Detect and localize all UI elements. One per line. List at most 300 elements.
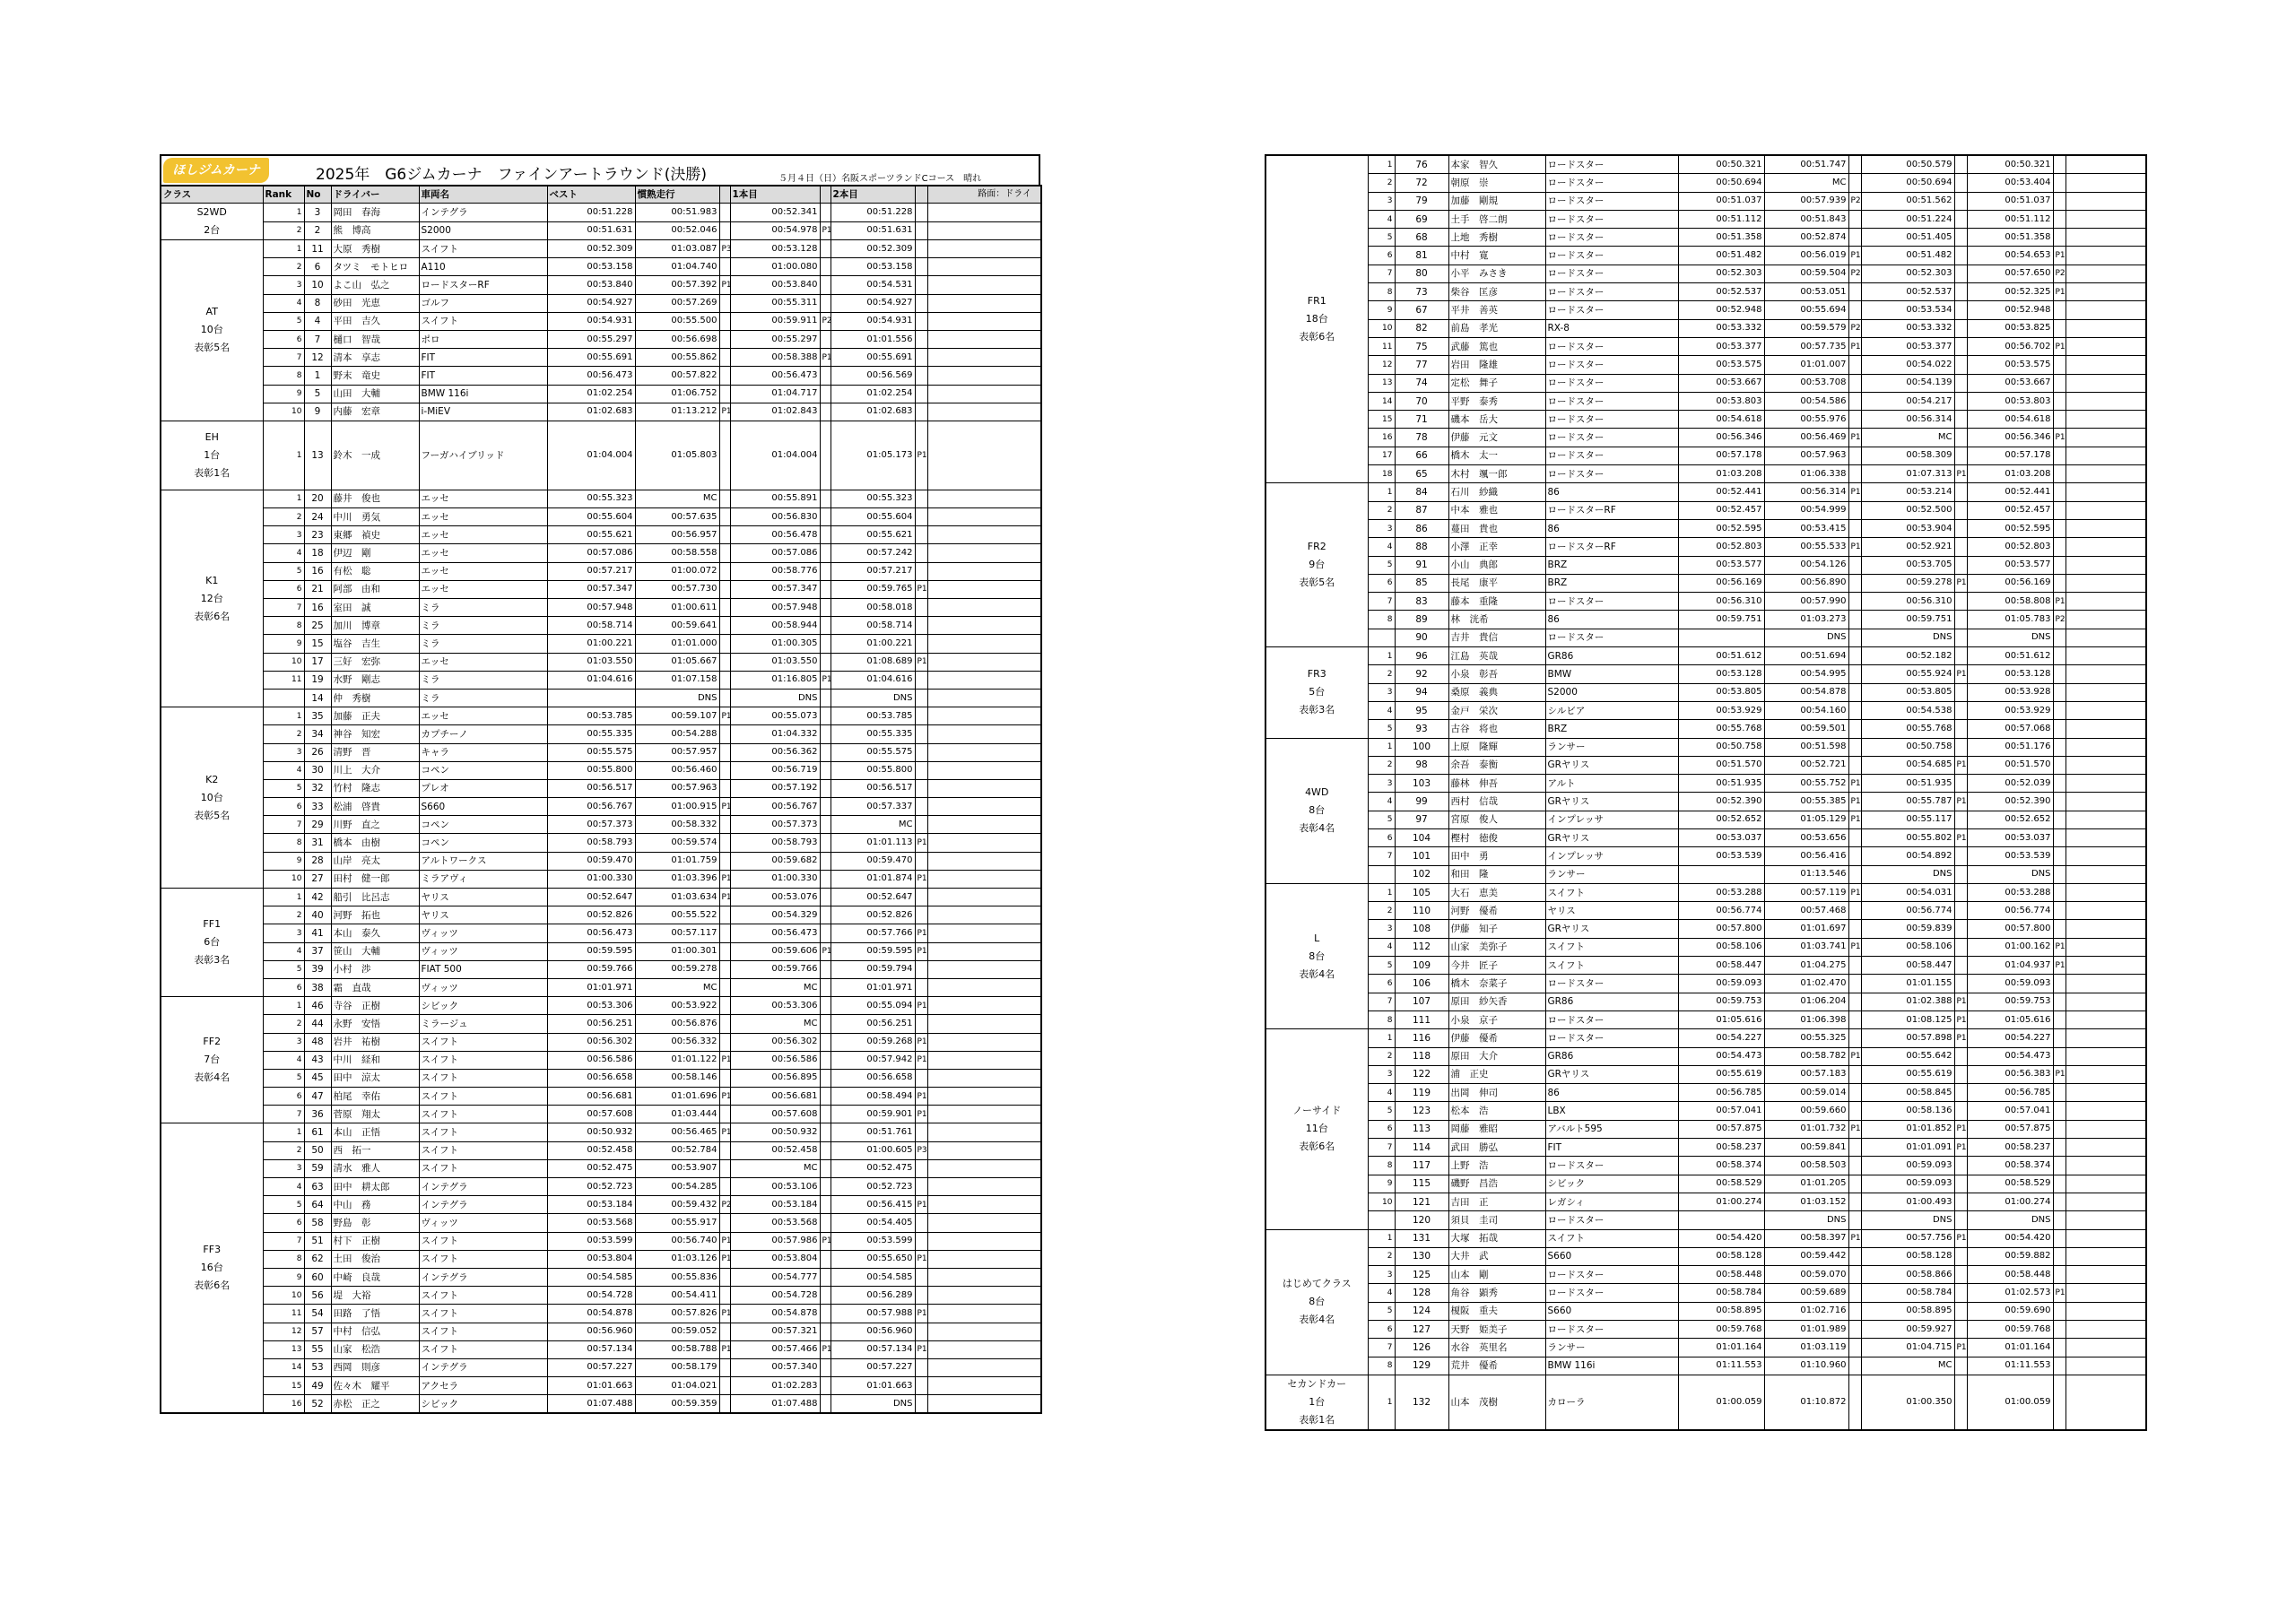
best-time: 00:53.804 — [547, 1250, 635, 1268]
car-number: 9 — [304, 403, 331, 421]
best-time: 00:52.948 — [1678, 301, 1764, 319]
car-model: BMW 116i — [419, 385, 547, 403]
result-row — [161, 1305, 1041, 1323]
practice-time: 00:51.843 — [1764, 210, 1848, 228]
result-row — [1265, 1065, 2146, 1083]
run1-penalty — [1954, 865, 1967, 883]
result-row — [1265, 902, 2146, 920]
result-row — [161, 1015, 1041, 1033]
column-header — [820, 186, 831, 204]
best-time: 00:56.586 — [547, 1051, 635, 1069]
best-time: 00:53.568 — [547, 1214, 635, 1232]
car-model: ロードスター — [1545, 1157, 1678, 1175]
driver-name: 笹山 大輔 — [331, 942, 419, 960]
blank-cell — [2066, 957, 2146, 975]
run1-time: 00:55.311 — [730, 294, 820, 312]
run2-penalty — [2053, 828, 2066, 846]
practice-time: 00:54.999 — [1764, 501, 1848, 519]
run2-penalty: P1 — [915, 1340, 927, 1358]
car-model: ヤリス — [419, 889, 547, 906]
run2-penalty — [2053, 1029, 2066, 1047]
blank-cell — [2066, 356, 2146, 374]
best-time: 00:53.575 — [1678, 356, 1764, 374]
rank: 3 — [263, 924, 304, 942]
result-row — [161, 725, 1041, 743]
run2-penalty — [915, 779, 927, 797]
practice-time: 01:03.119 — [1764, 1339, 1848, 1357]
best-time — [547, 689, 635, 707]
driver-name: 中川 経和 — [331, 1051, 419, 1069]
run1-penalty — [820, 1305, 831, 1323]
rank: 1 — [263, 889, 304, 906]
practice-time: 00:59.070 — [1764, 1266, 1848, 1284]
run2-penalty: P1 — [915, 997, 927, 1015]
run1-time: 00:51.224 — [1861, 210, 1954, 228]
best-time: 00:54.618 — [1678, 411, 1764, 429]
rank: 4 — [263, 544, 304, 562]
car-model: コペン — [419, 761, 547, 779]
car-number: 132 — [1395, 1375, 1448, 1430]
run2-time: 01:00.605 — [831, 1141, 915, 1159]
rank: 5 — [263, 312, 304, 330]
practice-time: 00:56.469 — [1764, 429, 1848, 447]
practice-time: 01:01.759 — [635, 852, 719, 870]
practice-penalty — [1848, 611, 1861, 629]
practice-penalty — [719, 816, 730, 834]
car-model: アバルト595 — [1545, 1120, 1678, 1138]
car-model: ロードスター — [1545, 283, 1678, 301]
practice-penalty — [719, 1268, 730, 1286]
blank-cell — [927, 1287, 1041, 1305]
run1-time: 01:04.004 — [730, 421, 820, 490]
practice-penalty — [719, 1015, 730, 1033]
blank-cell — [2066, 501, 2146, 519]
car-model: FIT — [419, 367, 547, 385]
practice-penalty — [1848, 501, 1861, 519]
practice-time: 01:00.611 — [635, 599, 719, 617]
car-number: 69 — [1395, 210, 1448, 228]
blank-cell — [927, 1340, 1041, 1358]
practice-penalty — [1848, 1175, 1861, 1193]
event-logo: ほしジムカーナ — [163, 158, 269, 183]
practice-time: 00:59.574 — [635, 834, 719, 852]
run1-penalty — [820, 689, 831, 707]
car-model: BRZ — [1545, 556, 1678, 574]
run2-penalty: P1 — [915, 870, 927, 888]
practice-penalty — [719, 1069, 730, 1087]
run1-penalty — [820, 599, 831, 617]
run1-penalty — [820, 403, 831, 421]
run2-penalty: P1 — [915, 653, 927, 671]
practice-penalty — [1848, 756, 1861, 774]
car-number: 28 — [304, 852, 331, 870]
rank: 7 — [1368, 993, 1395, 1010]
practice-time: 01:10.960 — [1764, 1357, 1848, 1375]
practice-penalty — [1848, 902, 1861, 920]
practice-time: 00:56.460 — [635, 761, 719, 779]
practice-penalty: P2 — [719, 1196, 730, 1214]
result-row — [1265, 283, 2146, 301]
driver-name: 木村 颯一郎 — [1448, 465, 1545, 483]
car-model: エッセ — [419, 526, 547, 544]
blank-cell — [927, 761, 1041, 779]
driver-name: 角谷 顕秀 — [1448, 1284, 1545, 1302]
column-header-row — [161, 186, 1041, 204]
rank: 9 — [263, 635, 304, 653]
car-number: 39 — [304, 960, 331, 978]
run1-penalty — [1954, 392, 1967, 410]
car-model: ロードスター — [1545, 1029, 1678, 1047]
run2-penalty — [915, 725, 927, 743]
result-row — [1265, 1102, 2146, 1120]
run1-penalty — [1954, 975, 1967, 993]
best-time: 00:58.106 — [1678, 938, 1764, 956]
run2-time: 00:51.631 — [831, 221, 915, 240]
driver-name: 水野 剛志 — [331, 671, 419, 689]
result-row — [161, 960, 1041, 978]
practice-penalty: P1 — [719, 1250, 730, 1268]
best-time: 00:54.473 — [1678, 1047, 1764, 1065]
best-time: 00:59.595 — [547, 942, 635, 960]
car-model: ロードスター — [1545, 1211, 1678, 1229]
practice-time: 00:51.747 — [1764, 155, 1848, 174]
result-row — [1265, 920, 2146, 938]
practice-penalty — [1848, 701, 1861, 719]
car-model: ヴィッツ — [419, 1214, 547, 1232]
rank: 13 — [263, 1340, 304, 1358]
car-number: 94 — [1395, 683, 1448, 701]
class-label: FR2 9台 表彰5名 — [1265, 483, 1368, 647]
result-row — [161, 653, 1041, 671]
practice-penalty — [1848, 1266, 1861, 1284]
car-model: エッセ — [419, 508, 547, 526]
class-label: FF1 6台 表彰3名 — [161, 889, 263, 997]
car-model: ロードスター — [1545, 465, 1678, 483]
run2-time: 00:55.604 — [831, 508, 915, 526]
run2-time: 00:53.575 — [1967, 356, 2053, 374]
best-time: 00:58.448 — [1678, 1266, 1764, 1284]
practice-penalty — [1848, 683, 1861, 701]
rank: 4 — [263, 761, 304, 779]
run2-penalty — [915, 562, 927, 580]
car-number: 114 — [1395, 1139, 1448, 1157]
run1-time: 00:53.805 — [1861, 683, 1954, 701]
driver-name: 藤本 重隆 — [1448, 593, 1545, 611]
car-number: 61 — [304, 1123, 331, 1141]
practice-penalty — [719, 508, 730, 526]
run1-penalty: P1 — [1954, 465, 1967, 483]
blank-cell — [2066, 593, 2146, 611]
run1-penalty — [1954, 265, 1967, 282]
blank-cell — [2066, 883, 2146, 901]
best-time: 00:55.335 — [547, 725, 635, 743]
run2-time: 00:58.808 — [1967, 593, 2053, 611]
run2-penalty — [2053, 1229, 2066, 1247]
run1-penalty — [1954, 301, 1967, 319]
result-row — [161, 942, 1041, 960]
best-time: 00:54.227 — [1678, 1029, 1764, 1047]
blank-cell — [2066, 1357, 2146, 1375]
car-number: 67 — [1395, 301, 1448, 319]
run1-time: 01:01.155 — [1861, 975, 1954, 993]
best-time: 00:58.529 — [1678, 1175, 1764, 1193]
run1-time: 00:53.128 — [730, 240, 820, 258]
result-row — [1265, 701, 2146, 719]
blank-cell — [2066, 975, 2146, 993]
run2-time: 00:59.470 — [831, 852, 915, 870]
blank-cell — [927, 367, 1041, 385]
run2-penalty — [915, 1358, 927, 1376]
driver-name: 平田 吉久 — [331, 312, 419, 330]
practice-penalty — [719, 221, 730, 240]
run2-time: 00:57.217 — [831, 562, 915, 580]
practice-time: 00:57.183 — [1764, 1065, 1848, 1083]
run1-penalty — [1954, 647, 1967, 665]
practice-penalty: P1 — [1848, 938, 1861, 956]
blank-cell — [2066, 920, 2146, 938]
practice-time: 00:52.874 — [1764, 229, 1848, 247]
best-time: 00:53.128 — [1678, 665, 1764, 683]
run2-time: 00:53.128 — [1967, 665, 2053, 683]
driver-name: 橋木 奈菜子 — [1448, 975, 1545, 993]
rank: 6 — [1368, 828, 1395, 846]
column-header: 2本目 — [831, 186, 915, 204]
run2-penalty — [915, 276, 927, 294]
driver-name: 江島 英哉 — [1448, 647, 1545, 665]
run1-time: 00:55.891 — [730, 490, 820, 507]
rank: 4 — [1368, 793, 1395, 811]
best-time: 00:55.800 — [547, 761, 635, 779]
result-row — [1265, 1339, 2146, 1357]
run2-time: 00:58.018 — [831, 599, 915, 617]
blank-cell — [927, 1196, 1041, 1214]
practice-time: MC — [635, 490, 719, 507]
car-number: 49 — [304, 1377, 331, 1395]
run1-time: 00:59.927 — [1861, 1321, 1954, 1339]
result-row — [161, 1250, 1041, 1268]
run2-penalty — [2053, 720, 2066, 738]
result-row — [161, 1106, 1041, 1123]
practice-time: 00:55.500 — [635, 312, 719, 330]
practice-time: 00:56.740 — [635, 1232, 719, 1250]
run1-penalty — [820, 924, 831, 942]
practice-penalty — [1848, 920, 1861, 938]
car-number: 19 — [304, 671, 331, 689]
run2-penalty: P1 — [2053, 429, 2066, 447]
run1-time: 00:55.768 — [1861, 720, 1954, 738]
car-model: インテグラ — [419, 1268, 547, 1286]
run1-time: 00:58.895 — [1861, 1302, 1954, 1320]
driver-name: 熊 博高 — [331, 221, 419, 240]
run2-penalty — [915, 1287, 927, 1305]
rank: 2 — [1368, 665, 1395, 683]
run2-time: 00:52.325 — [1967, 283, 2053, 301]
car-number: 29 — [304, 816, 331, 834]
car-number: 123 — [1395, 1102, 1448, 1120]
car-number: 16 — [304, 562, 331, 580]
run2-penalty — [915, 349, 927, 367]
blank-cell — [2066, 483, 2146, 501]
run2-penalty — [915, 689, 927, 707]
practice-penalty: P2 — [1848, 319, 1861, 337]
blank-cell — [2066, 337, 2146, 355]
car-number: 64 — [304, 1196, 331, 1214]
run2-penalty: P2 — [2053, 265, 2066, 282]
car-number: 86 — [1395, 519, 1448, 537]
run1-penalty — [820, 997, 831, 1015]
run2-penalty — [915, 367, 927, 385]
car-model: スイフト — [419, 1141, 547, 1159]
practice-penalty: P1 — [719, 889, 730, 906]
practice-penalty — [1848, 556, 1861, 574]
car-model: スイフト — [1545, 938, 1678, 956]
driver-name: 田村 健一郎 — [331, 870, 419, 888]
blank-cell — [927, 1141, 1041, 1159]
best-time: 00:51.631 — [547, 221, 635, 240]
run2-penalty — [915, 1159, 927, 1177]
practice-penalty — [1848, 465, 1861, 483]
result-row — [161, 978, 1041, 996]
rank: 3 — [263, 526, 304, 544]
car-number: 34 — [304, 725, 331, 743]
car-model: スイフト — [419, 1232, 547, 1250]
run1-penalty: P1 — [1954, 1010, 1967, 1028]
blank-cell — [2066, 1065, 2146, 1083]
result-row — [161, 526, 1041, 544]
rank: 1 — [1368, 738, 1395, 756]
car-model: ロードスター — [1545, 301, 1678, 319]
rank: 3 — [1368, 1266, 1395, 1284]
practice-time: 01:03.087 — [635, 240, 719, 258]
run1-penalty — [820, 1178, 831, 1196]
car-number: 37 — [304, 942, 331, 960]
run2-time: 00:56.289 — [831, 1287, 915, 1305]
practice-time: 01:01.000 — [635, 635, 719, 653]
blank-cell — [2066, 611, 2146, 629]
run2-time: 00:59.765 — [831, 580, 915, 598]
car-model: S660 — [1545, 1247, 1678, 1265]
run2-time: 00:53.929 — [1967, 701, 2053, 719]
run1-time: 00:50.758 — [1861, 738, 1954, 756]
run1-penalty: P1 — [1954, 1120, 1967, 1138]
result-row — [1265, 247, 2146, 265]
blank-cell — [927, 421, 1041, 490]
blank-cell — [927, 490, 1041, 507]
car-number: 75 — [1395, 337, 1448, 355]
best-time: 00:52.309 — [547, 240, 635, 258]
best-time: 00:50.758 — [1678, 738, 1764, 756]
driver-name: 出岡 伸司 — [1448, 1084, 1545, 1102]
car-model: 86 — [1545, 1084, 1678, 1102]
result-row — [1265, 374, 2146, 392]
run1-time: 01:07.313 — [1861, 465, 1954, 483]
best-time: 00:54.728 — [547, 1287, 635, 1305]
run1-penalty — [1954, 720, 1967, 738]
run1-penalty — [820, 978, 831, 996]
blank-cell — [927, 852, 1041, 870]
car-number: 110 — [1395, 902, 1448, 920]
best-time: 00:58.374 — [1678, 1157, 1764, 1175]
run1-penalty — [820, 707, 831, 725]
best-time: 00:57.948 — [547, 599, 635, 617]
run2-penalty — [2053, 210, 2066, 228]
result-row — [161, 367, 1041, 385]
blank-cell — [927, 526, 1041, 544]
run1-time: 01:04.332 — [730, 725, 820, 743]
practice-penalty: P2 — [1848, 192, 1861, 210]
run1-time: 00:53.106 — [730, 1178, 820, 1196]
run2-time: 00:59.794 — [831, 960, 915, 978]
best-time — [1678, 1211, 1764, 1229]
rank: 5 — [1368, 957, 1395, 975]
blank-cell — [2066, 701, 2146, 719]
practice-penalty — [1848, 1010, 1861, 1028]
car-model: シビック — [419, 997, 547, 1015]
run1-penalty — [820, 1196, 831, 1214]
column-header: ドライバー — [331, 186, 419, 204]
rank: 1 — [263, 707, 304, 725]
car-model: エッセ — [419, 490, 547, 507]
practice-time: 00:59.641 — [635, 617, 719, 635]
driver-name: 小澤 正幸 — [1448, 538, 1545, 556]
car-model: エッセ — [419, 544, 547, 562]
driver-name: 中川 勇気 — [331, 508, 419, 526]
result-row — [1265, 593, 2146, 611]
run2-penalty: P1 — [915, 1250, 927, 1268]
rank: 2 — [263, 725, 304, 743]
driver-name: 岩田 隆雄 — [1448, 356, 1545, 374]
practice-time: 00:56.019 — [1764, 247, 1848, 265]
car-number: 35 — [304, 707, 331, 725]
rank: 8 — [1368, 611, 1395, 629]
rank: 7 — [1368, 1139, 1395, 1157]
car-model: GRヤリス — [1545, 920, 1678, 938]
practice-penalty — [719, 1395, 730, 1414]
run1-penalty — [820, 1033, 831, 1051]
run2-time: DNS — [1967, 629, 2053, 646]
class-label: FR3 5台 表彰3名 — [1265, 647, 1368, 738]
practice-penalty — [1848, 1284, 1861, 1302]
practice-time: 01:06.752 — [635, 385, 719, 403]
car-model: ポロ — [419, 330, 547, 348]
car-model: スイフト — [419, 1323, 547, 1340]
driver-name: 石川 紗織 — [1448, 483, 1545, 501]
practice-penalty: P1 — [1848, 775, 1861, 793]
blank-cell — [2066, 1193, 2146, 1210]
car-number: 89 — [1395, 611, 1448, 629]
rank — [263, 689, 304, 707]
run1-penalty — [1954, 629, 1967, 646]
run1-time: 00:58.136 — [1861, 1102, 1954, 1120]
car-model: ロードスター — [1545, 192, 1678, 210]
practice-penalty — [1848, 1339, 1861, 1357]
rank: 7 — [1368, 593, 1395, 611]
car-number: 17 — [304, 653, 331, 671]
driver-name: 金戸 栄次 — [1448, 701, 1545, 719]
blank-cell — [927, 1106, 1041, 1123]
run2-time: 00:58.374 — [1967, 1157, 2053, 1175]
result-row — [1265, 265, 2146, 282]
run2-penalty — [2053, 356, 2066, 374]
rank: 14 — [263, 1358, 304, 1376]
practice-penalty — [1848, 593, 1861, 611]
practice-time: 01:03.273 — [1764, 611, 1848, 629]
best-time: 00:57.608 — [547, 1106, 635, 1123]
result-row — [161, 924, 1041, 942]
run2-time: 01:05.783 — [1967, 611, 2053, 629]
result-row — [1265, 738, 2146, 756]
car-number: 11 — [304, 240, 331, 258]
